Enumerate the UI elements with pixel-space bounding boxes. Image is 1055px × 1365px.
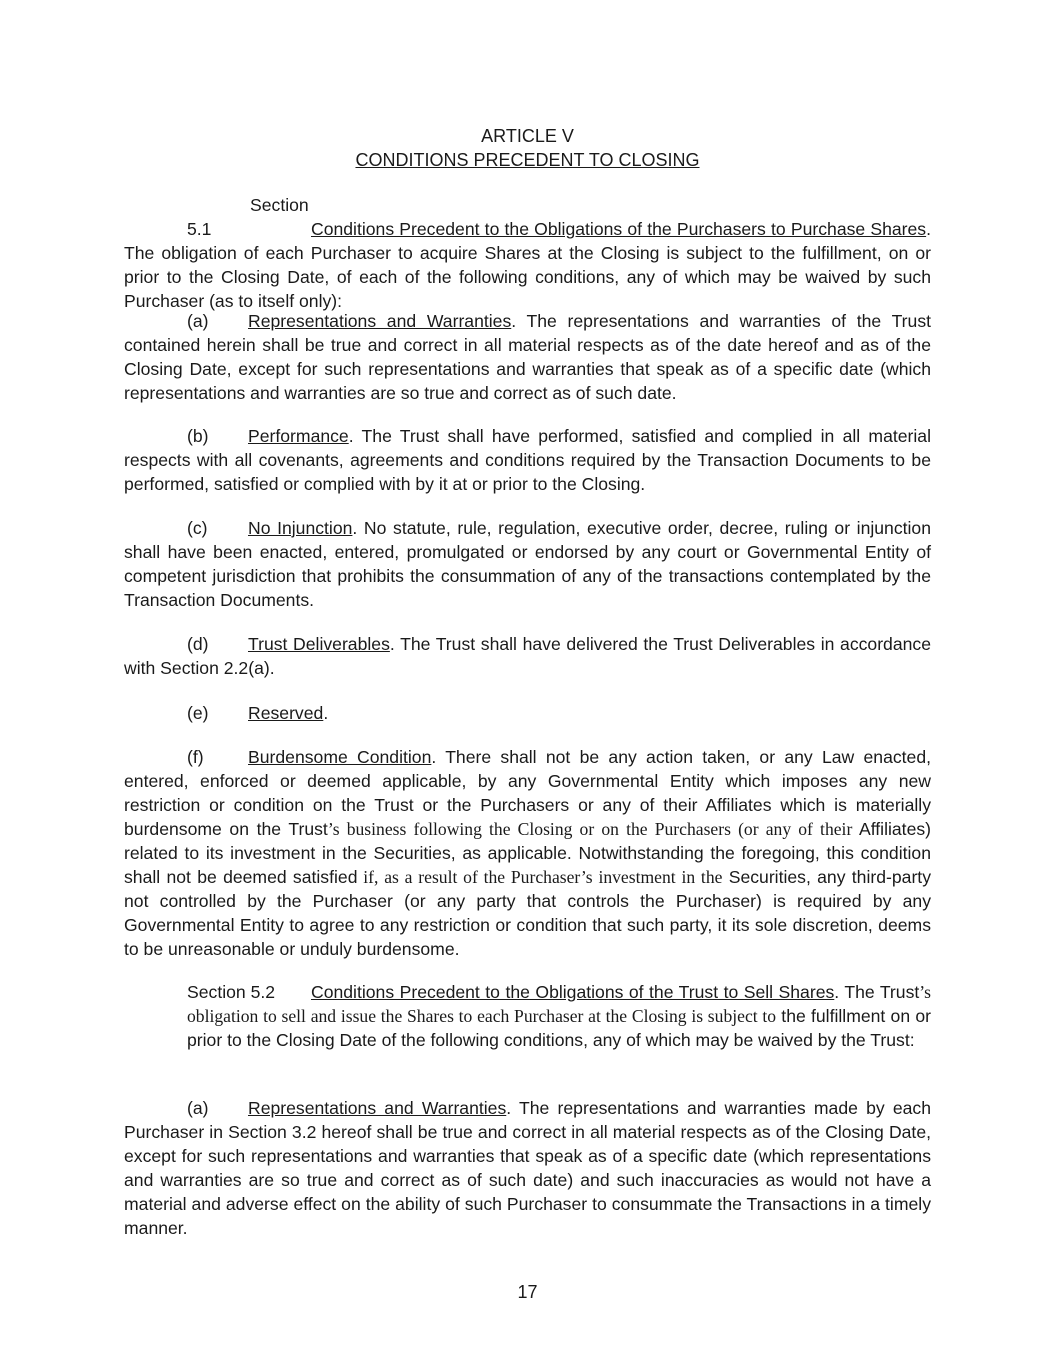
item-label: (d) [187, 634, 209, 654]
item-title: Representations and Warranties [248, 1098, 507, 1118]
item-body: . The Trust shall have delivered the Trust Deliverables in accordance with Section 2.2(a). [124, 634, 931, 678]
section-5-1-a-paragraph [124, 309, 931, 405]
section-5-2-body-serif: ’s obligation to sell and issue the Shares to each Purchaser at the Closing is subject to [187, 982, 931, 1026]
section-5-1-b-paragraph [124, 424, 931, 496]
item-title: Performance [248, 426, 349, 446]
item-body: . The representations and warranties made by each Purchaser in Section 3.2 hereof shall be true and correct in all material respects as of the Closing Date, except for such representations and warranties that speak as of a specific date (which representations and warranties are so true and correct as of such date) and such inaccuracies as would not have a material and adverse effect on the ability of such Purchaser to consummate the Transactions in a timely manner. [124, 1098, 932, 1238]
item-label: (c) [187, 518, 208, 538]
item-label: (b) [187, 426, 209, 446]
section-5-2-a-paragraph [124, 1096, 931, 1240]
section-5-1-f-paragraph [124, 745, 931, 961]
article-number: ARTICLE V [481, 126, 574, 146]
item-body: Affiliates) related to its investment in the Securities, as applicable. Notwithstanding the foregoing, this condition shall not be deemed satisfied [124, 819, 932, 887]
section-5-1-d-paragraph [124, 632, 931, 680]
item-title: No Injunction [248, 518, 353, 538]
section-5-1-body: . The obligation of each Purchaser to acquire Shares at the Closing is subject to the fulfillment, on or prior to the Closing Date, of each of the following conditions, any of which may be waived by such Purchaser (as to itself only): [124, 219, 931, 311]
item-label: (a) [187, 1098, 209, 1118]
section-5-2-title: Conditions Precedent to the Obligations of the Trust to Sell Shares [311, 982, 835, 1002]
section-5-1-e-paragraph [124, 701, 931, 725]
section-5-1-paragraph [124, 193, 931, 313]
item-title: Trust Deliverables [248, 634, 390, 654]
item-label: (f) [187, 747, 204, 767]
item-title: Representations and Warranties [248, 311, 512, 331]
item-body: . [323, 703, 329, 723]
item-body: . No statute, rule, regulation, executive order, decree, ruling or injunction shall have been enacted, entered, promulgated or endorsed by any court or Governmental Entity of competent jurisdiction that prohibits the consummation of any of the transactions contemplated by the Transaction Documents. [124, 518, 931, 610]
item-body: Securities, any third-party not controlled by the Purchaser (or any party that controls the Purchaser) is required by any Governmental Entity to agree to any restriction or condition that such party, it its sole discretion, deems to be unreasonable or unduly burdensome. [124, 867, 931, 959]
section-5-2-paragraph [187, 980, 931, 1052]
section-5-2-label: Section 5.2 [187, 982, 276, 1002]
page-number: 17 [517, 1282, 538, 1302]
article-title: CONDITIONS PRECEDENT TO CLOSING [355, 150, 700, 170]
item-body: . The representations and warranties of the Trust contained herein shall be true and correct in all material respects as of the date hereof and as of the Closing Date, except for such representations and warranties that speak as of a specific date (which representations and warranties are so true and correct as of such date. [124, 311, 932, 403]
item-body: . There shall not be any action taken, or any Law enacted, entered, enforced or deemed applicable, by any Governmental Entity which imposes any new restriction or condition on the Trust or the Purchasers or any of their Affiliates which is materially burdensome on the Trust [124, 747, 931, 839]
section-5-1-label: Section 5.1 [187, 195, 309, 239]
section-5-1-c-paragraph [124, 516, 931, 612]
item-body-serif: if, as a result of the Purchaser’s investment in the [357, 867, 723, 887]
item-title: Burdensome Condition [248, 747, 432, 767]
item-label: (e) [187, 703, 209, 723]
section-5-2-body: the fulfillment on or prior to the Closing Date of the following conditions, any of which may be waived by the Trust: [187, 1006, 931, 1050]
section-5-1-title: Conditions Precedent to the Obligations of the Purchasers to Purchase Shares [311, 219, 927, 239]
item-body-serif: ’s business following the Closing or on the Purchasers (or any of their [327, 819, 853, 839]
item-label: (a) [187, 311, 209, 331]
section-5-2-body: . The Trust [834, 982, 920, 1002]
item-body: . The Trust shall have performed, satisfied and complied in all material respects with all covenants, agreements and conditions required by the Transaction Documents to be performed, satisfied or complied with by it at or prior to the Closing. [124, 426, 931, 494]
item-title: Reserved [248, 703, 324, 723]
